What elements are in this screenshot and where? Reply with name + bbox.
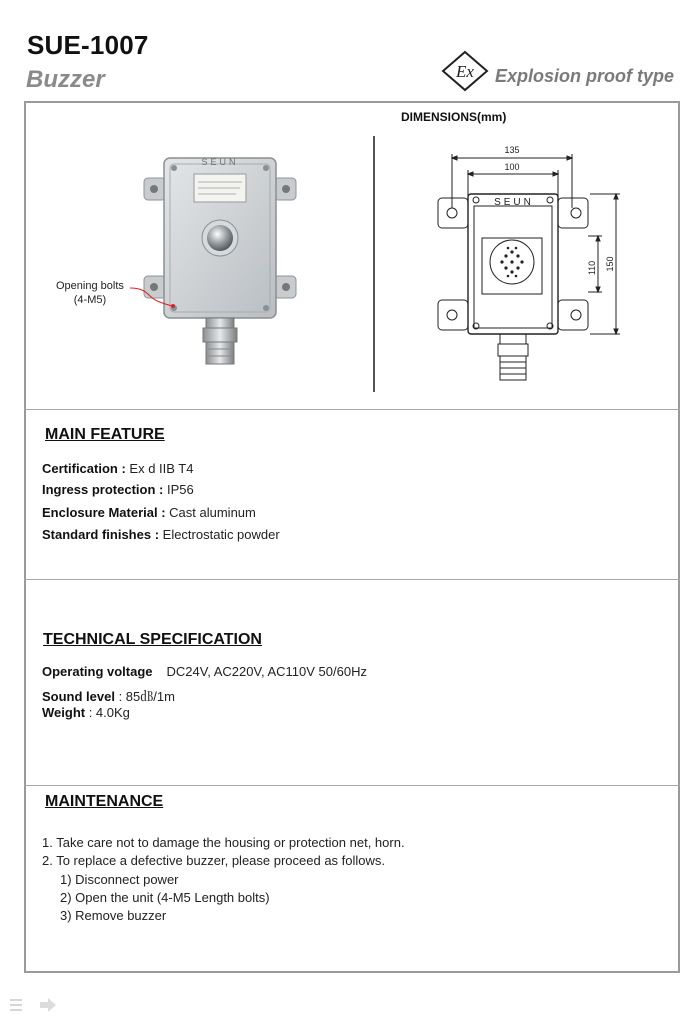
dim-plate-text: SEUN — [494, 197, 534, 208]
spec-row-weight — [42, 705, 130, 720]
callout-line-2: (4-M5) — [73, 294, 107, 306]
product-name: Buzzer — [26, 66, 105, 93]
feature-value: Electrostatic powder — [159, 527, 280, 542]
spec-row-sound — [42, 686, 175, 705]
section-divider — [24, 785, 680, 786]
spec-value: : 4.0Kg — [85, 705, 130, 720]
feature-label: Standard finishes : — [42, 527, 160, 542]
spec-label: Operating voltage — [42, 664, 153, 679]
maintenance-title: MAINTENANCE — [45, 793, 164, 810]
feature-label: Enclosure Material : — [42, 505, 166, 520]
product-photo — [140, 152, 300, 372]
opening-bolts-callout — [56, 279, 124, 307]
footer-nav — [8, 996, 68, 1014]
spec-label: Sound level — [42, 689, 115, 704]
model-number: SUE-1007 — [27, 30, 149, 60]
list-icon[interactable] — [10, 999, 22, 1011]
feature-row-ingress — [42, 482, 194, 497]
tech-spec-title: TECHNICAL SPECIFICATION — [43, 631, 262, 648]
spec-value: : 85㏈/1m — [114, 689, 175, 704]
section-divider — [24, 409, 680, 410]
feature-value: IP56 — [163, 482, 194, 497]
vertical-divider — [373, 136, 375, 392]
maintenance-step: 3) Remove buzzer — [60, 908, 167, 923]
spec-row-voltage — [42, 664, 367, 679]
spec-label: Weight — [42, 705, 86, 720]
photo-plate-text: SEUN — [201, 157, 239, 167]
dim-inner-width: 100 — [504, 162, 520, 172]
feature-value: Ex d IIB T4 — [125, 461, 194, 476]
dim-outer-height: 150 — [605, 256, 615, 272]
maintenance-line: 2. To replace a defective buzzer, please proceed as follows. — [42, 853, 386, 868]
feature-row-enclosure — [42, 505, 256, 520]
ex-hexagon-icon — [441, 50, 489, 92]
feature-row-certification — [42, 461, 193, 476]
callout-leader-line — [128, 284, 180, 312]
dimensions-title: DIMENSIONS(mm) — [401, 110, 507, 124]
ex-symbol: Ex — [456, 62, 474, 81]
dim-inner-height: 110 — [587, 260, 597, 276]
dimensions-drawing — [430, 140, 630, 390]
feature-label: Ingress protection : — [42, 482, 164, 497]
feature-value: Cast aluminum — [165, 505, 256, 520]
section-divider — [24, 579, 680, 580]
explosion-proof-label: Explosion proof type — [495, 66, 675, 86]
maintenance-line: 1. Take care not to damage the housing or protection net, horn. — [42, 835, 405, 850]
maintenance-step: 2) Open the unit (4-M5 Length bolts) — [60, 890, 270, 905]
maintenance-step: 1) Disconnect power — [60, 872, 179, 887]
main-feature-title: MAIN FEATURE — [45, 426, 165, 443]
dim-outer-width: 135 — [504, 145, 520, 155]
arrow-right-icon[interactable] — [40, 998, 56, 1012]
spec-value: DC24V, AC220V, AC110V 50/60Hz — [166, 664, 367, 679]
feature-label: Certification : — [42, 461, 126, 476]
callout-line-1: Opening bolts — [56, 280, 124, 292]
feature-row-finishes — [42, 527, 280, 542]
